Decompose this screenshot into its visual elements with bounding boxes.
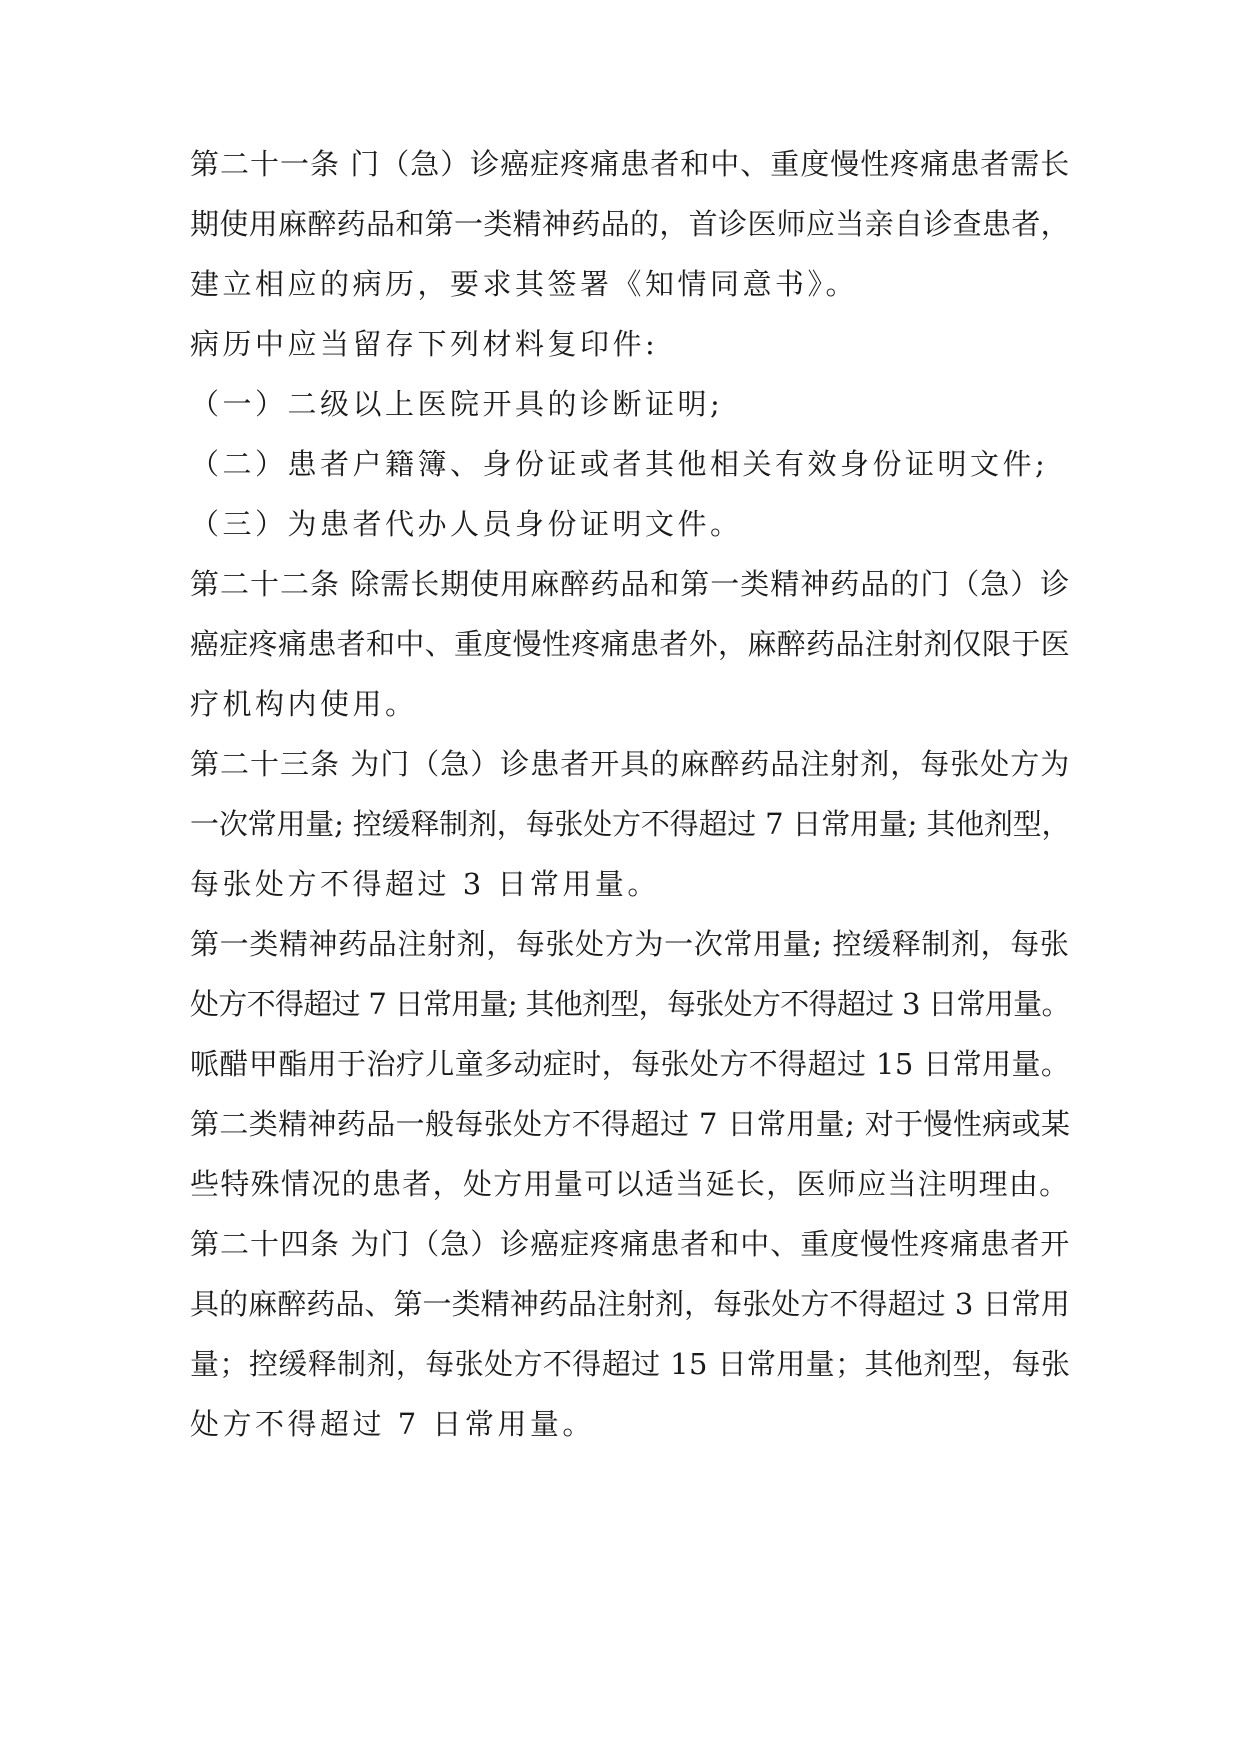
text-line: 第二十二条 除需长期使用麻醉药品和第一类精神药品的门（急）诊 <box>190 567 1071 601</box>
text-line: 第一类精神药品注射剂，每张处方为一次常用量; 控缓释制剂，每张 <box>190 927 1070 961</box>
text-line: 期使用麻醉药品和第一类精神药品的，首诊医师应当亲自诊查患者， <box>190 207 1071 241</box>
text-line: 具的麻醉药品、第一类精神药品注射剂，每张处方不得超过 3 日常用 <box>190 1287 1070 1321</box>
text-line: 哌醋甲酯用于治疗儿童多动症时，每张处方不得超过 15 日常用量。 <box>190 1047 1071 1081</box>
text-line: 处方不得超过 7 日常用量。 <box>190 1407 595 1441</box>
text-line: 第二类精神药品一般每张处方不得超过 7 日常用量; 对于慢性病或某 <box>190 1107 1071 1141</box>
text-line: 处方不得超过 7 日常用量; 其他剂型，每张处方不得超过 3 日常用量。 <box>190 987 1070 1021</box>
text-line: 癌症疼痛患者和中、重度慢性疼痛患者外，麻醉药品注射剂仅限于医 <box>190 627 1071 661</box>
text-line: 量；控缓释制剂，每张处方不得超过 15 日常用量；其他剂型，每张 <box>190 1347 1071 1381</box>
text-line: （一）二级以上医院开具的诊断证明; <box>190 387 724 421</box>
text-line: （二）患者户籍簿、身份证或者其他相关有效身份证明文件; <box>190 447 1049 481</box>
text-line: 建立相应的病历，要求其签署《知情同意书》。 <box>190 267 859 301</box>
text-line: 第二十四条 为门（急）诊癌症疼痛患者和中、重度慢性疼痛患者开 <box>190 1227 1071 1261</box>
text-line: 第二十三条 为门（急）诊患者开具的麻醉药品注射剂，每张处方为 <box>190 747 1071 781</box>
text-line: 第二十一条 门（急）诊癌症疼痛患者和中、重度慢性疼痛患者需长 <box>190 147 1071 181</box>
text-line: （三）为患者代办人员身份证明文件。 <box>190 507 743 541</box>
text-line: 一次常用量; 控缓释制剂，每张处方不得超过 7 日常用量; 其他剂型， <box>190 807 1071 841</box>
text-line: 每张处方不得超过 3 日常用量。 <box>190 867 660 901</box>
text-line: 疗机构内使用。 <box>190 687 418 721</box>
text-line: 病历中应当留存下列材料复印件: <box>190 327 659 361</box>
text-line: 些特殊情况的患者，处方用量可以适当延长，医师应当注明理由。 <box>190 1167 1070 1201</box>
